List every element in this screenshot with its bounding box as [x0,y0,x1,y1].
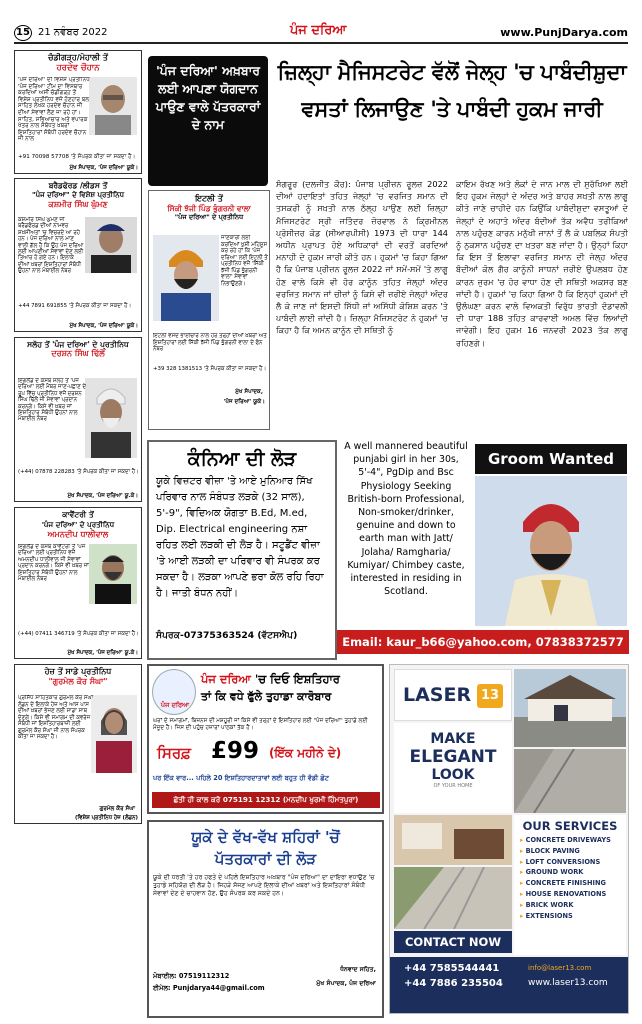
bride-wanted-ad[interactable] [147,440,337,660]
rep-hayes [14,664,142,824]
rep-contact: +91 70098 57708 'ਤੇ ਸੰਪਰਕ ਕੀਤਾ ਜਾ ਸਕਦਾ ਹੈ। [18,154,136,160]
masthead-logo: ਪੰਜ ਦਰਿਆ [290,23,347,38]
laser-service-label: CONCRETE FINISHING [525,879,606,888]
rep-body: ਕਸ਼ਮੀਰ ਸਿੰਘ ਘੁੰਮਣ ਜੀ ਬਰੈਡਫੋਰਡ ਦੀਆਂ ਨਾਮਵਰ ਸ਼ਖ਼ਸੀਅਤਾਂ 'ਚ ਵਿਚਰਦੇ ਆ ਰਹੇ ਹਨ। ਪੰਜ ਦਰਿਆ ਨਾਲ ਮਾਣ ਵਾਲੀ ਗੱਲ ਹੈ ਕਿ ਉਹ ਪੰਜ ਦਰਿਆ ਲਈ ਆਪਣੀਆਂ ਸੇਵਾਵਾਂ ਦੇਣ ਲਈ ਤਿਆਰ ਹੋ ਗਏ ਹਨ। ਇਲਾਕੇ ਦੀਆਂ ਖ਼ਬਰਾਂ ਇਸ਼ਤਿਹਾਰਾਂ ਸੰਬੰਧੀ ਉਹਨਾਂ ਨਾਲ ਮੋਬਾਈਲ ਨੰਬਰ [18,217,84,275]
rep-subtitle: "ਪੰਜ ਦਰਿਆ" ਦੇ ਵਿਸ਼ੇਸ਼ ਪ੍ਰਤੀਨਿਧ [31,191,125,199]
rep-coventry [14,507,142,659]
site-url[interactable]: www.PunjDarya.com [500,26,628,39]
groom-banner: Groom Wanted [475,444,627,474]
rep-body: 'ਪੰਜ ਦਰਿਆ' ਦੀ ਵਿਸ਼ੇਸ਼ ਪ੍ਰਤੀਨਿਧ 'ਪੰਜ ਦਰਿਆ' ਟੀਮ ਦਾ ਵਿਸਥਾਰ ਕਰਦਿਆਂ ਅਸੀਂ ਚੰਡੀਗੜ੍ਹ ਤੋਂ ਵਿਸ਼ੇਸ਼ ਪ੍ਰਤੀਨਿਧ ਵਜੋਂ ਹੋਣਹਾਰ ਬਲ ਸਾਹਿਤ ਲੇਖਕ ਹਰਦੇਵ ਚੌਹਾਨ ਜੀ ਦੀਆਂ ਸੇਵਾਵਾਂ ਲੈਣ ਜਾ ਰਹੇ ਹਾਂ। ਸਾਹਿਤ, ਸਭਿਆਚਾਰ ਅਤੇ ਵਪਾਰਕ ਖੇਤਰ ਨਾਲ ਸੰਬੰਧਤ ਖ਼ਬਰਾਂ ਇਸ਼ਤਿਹਾਰਾਂ ਸੰਬੰਧੀ ਹਰਦੇਵ ਚੌਹਾਨ ਜੀ ਨਾਲ [18,77,90,143]
rep-sign: ਮੁੱਖ ਸੰਪਾਦਕ, 'ਪੰਜ ਦਰਿਆ' ਯੂਕੇ। [69,165,138,171]
check-icon: ▸ [520,911,526,920]
laser-interior-photo [394,815,512,865]
check-icon: ▸ [520,889,526,898]
laser-service-item [520,878,620,889]
journalists-sign2: ਮੁੱਖ ਸੰਪਾਦਕ, ਪੰਜ ਦਰਿਆ [316,980,376,987]
journalists-body: ਯੂਕੇ ਦੀ ਧਰਤੀ 'ਤੇ ਹਰ ਹਫਤੇ ਦੇ ਪਹਿਲੇ ਇਸ਼ਤਿਹਾਰ ਅਖ਼ਬਾਰ "ਪੰਜ ਦਰਿਆ" ਦਾ ਦਾਇਰਾ ਵਧਾਉਣ 'ਚ ਤੁਹਾਡੇ ਸਹਿਯੋਗ ਦੀ ਲੋੜ ਹੈ। ਜਿਹੜੇ ਸੱਜਣ ਆਪਣੇ ਇਲਾਕੇ ਦੀਆਂ ਖ਼ਬਰਾਂ ਅਤੇ ਇਸ਼ਤਿਹਾਰਾਂ ਸੰਬੰਧੀ ਸੇਵਾਵਾਂ ਦੇਣ ਦੇ ਚਾਹਵਾਨ ਹੋਣ, ਉਹ ਸੰਪਰਕ ਕਰ ਸਕਦੇ ਹਨ। [153,874,375,897]
laser-service-label: BRICK WORK [525,900,574,909]
laser-service-label: HOUSE RENOVATIONS [525,889,607,898]
laser-services-title: OUR SERVICES [522,819,618,833]
rep-name: ਕਸ਼ਮੀਰ ਸਿੰਘ ਘੁੰਮਣ [48,200,108,209]
issue-date: 21 ਨਵੰਬਰ 2022 [38,27,108,38]
page-header [14,22,628,44]
laser-service-item [520,889,620,900]
laser-service-label: LOFT CONVERSIONS [525,857,601,866]
rep-photo [153,235,219,321]
rep-name: ਦਰਸ਼ਨ ਸਿੰਘ ਢਿੱਲੋਂ [51,349,105,358]
promo-offer: ਪਰ ਇੱਕ ਵਾਰ... ਪਹਿਲੇ 20 ਇਸ਼ਤਿਹਾਰਦਾਤਾਵਾਂ ਲਈ ਬਹੁਤ ਹੀ ਵੱਡੀ ਛੋਟ [153,774,329,782]
laser-phone2[interactable]: +44 7886 235504 [404,978,503,989]
reporter-names-banner [148,56,268,186]
groom-photo [475,476,627,626]
rep-italy [148,190,270,430]
check-icon: ▸ [520,868,526,877]
page-number: 15 [14,25,32,41]
rep-title: ਸਲੋਹ ਤੋਂ 'ਪੰਜ ਦਰਿਆ' ਦੇ ਪ੍ਰਤੀਨਿਧ [27,340,129,349]
rep-title: ਬਰੈਡਫੋਰਡ /ਲੀਡਸ ਤੋਂ [48,181,108,190]
rep-photo [91,695,137,773]
check-icon: ▸ [520,857,526,866]
journalists-phone[interactable]: ਮੋਬਾਈਲ: 07519112312 [153,972,230,980]
promo-brand: ਪੰਜ ਦਰਿਆ [201,672,251,686]
laser-email[interactable]: info@laser13.com [528,964,592,972]
rep-chandigarh [14,50,142,174]
laser-phone1[interactable]: +44 7585544441 [404,963,500,974]
check-icon: ▸ [520,879,526,888]
laser-service-label: BLOCK PAVING [525,846,580,855]
journalists-sign1: ਧੰਨਵਾਦ ਸਹਿਤ, [340,966,376,973]
laser-hero [394,723,512,813]
laser-website[interactable]: www.laser13.com [528,978,608,988]
rep-body: ਪ੍ਰਸਿੱਧ ਸਾਹਿਤਕਾਰ ਗੁਰਮੇਲ ਕੌਰ ਸੰਘਾ ਲੰਡਨ ਦੇ ਇਲਾਕੇ ਹੇਜ਼ ਅਤੇ ਆਸ ਪਾਸ ਦੀਆਂ ਖ਼ਬਰਾਂ ਭੇਜਣ ਲਈ ਸਾਡਾ ਸਾਥ ਦੇਣਗੇ। ਕਿਸੇ ਵੀ ਸਮਾਗਮ ਦੀ ਕਵਰੇਜ ਸੰਬੰਧੀ ਜਾਂ ਇਸ਼ਤਿਹਾਰਬਾਜ਼ੀ ਲਈ ਗੁਰਮੇਲ ਕੌਰ ਸੰਘਾ ਜੀ ਨਾਲ ਸੰਪਰਕ ਕੀਤਾ ਜਾ ਸਕਦਾ ਹੈ। [18,695,94,740]
check-icon: ▸ [520,836,526,844]
promo-logo [152,669,196,715]
rep-photo [85,378,137,458]
check-icon: ▸ [520,846,526,855]
rep-contact: +44 7891 691855 'ਤੇ ਸੰਪਰਕ ਕੀਤਾ ਜਾ ਸਕਦਾ ਹੈ। [18,303,132,309]
laser-paving-photo [514,749,626,813]
rep-name: ਸਿੱਕੀ ਝੱਜੀ ਪਿੰਡ ਭੁੰਗਰਨੀ ਵਾਲਾ [167,204,251,213]
rep-subtitle: 'ਪੰਜ ਦਰਿਆ' ਦੇ ਪ੍ਰਤੀਨਿਧ [41,520,115,529]
rep-body-full: ਇਟਲੀ ਵਸਦੇ ਭਾਈਚਾਰੇ ਨਾਲ ਹਰ ਤਰ੍ਹਾਂ ਦੀਆਂ ਖ਼ਬਰਾਂ ਅਤੇ ਇਸ਼ਤਿਹਾਰਾਂ ਲਈ ਸਿੱਕੀ ਝੱਜੀ ਪਿੰਡ ਭੁੰਗਰਨੀ ਵਾਲਾ ਦੇ ਫੋਨ ਨੰਬਰ [153,333,267,352]
journalists-wanted-ad[interactable] [147,820,384,1018]
journalists-title-b: ਪੱਤਰਕਾਰਾਂ ਦੀ ਲੋੜ [214,850,317,868]
rep-contact: +39 328 1381513 'ਤੇ ਸੰਪਰਕ ਕੀਤਾ ਜਾ ਸਕਦਾ ਹੈ। [153,366,267,372]
laser-look: LOOK [431,767,475,783]
rep-title: ਇਟਲੀ ਤੋਂ [195,194,223,203]
rep-bradford [14,178,142,332]
rep-body: ਇੰਗਲੈਂਡ ਦੇ ਕਸਬੇ ਕਾਵੈਂਟਰੀ ਤੋਂ 'ਪੰਜ ਦਰਿਆ' ਲਈ ਪ੍ਰਤੀਨਿਧ ਵਜੋਂ ਅਮਨਦੀਪ ਧਾਲੀਵਾਲ ਜੀ ਸੇਵਾਵਾਂ ਪ੍ਰਦਾਨ ਕਰਨਗੇ। ਕਿਸੇ ਵੀ ਖ਼ਬਰ ਜਾਂ ਇਸ਼ਤਿਹਾਰ ਸੰਬੰਧੀ ਉਹਨਾਂ ਨਾਲ ਮੋਬਾਈਲ ਨੰਬਰ [18,544,89,583]
story-headline: ਜ਼ਿਲ੍ਹਾ ਮੈਜਿਸਟਰੇਟ ਵੱਲੋਂ ਜੇਲ੍ਹ 'ਚ ਪਾਬੰਦੀਸ਼ੁਦਾ ਵਸਤਾਂ ਲਿਜਾਉਣ 'ਤੇ ਪਾਬੰਦੀ ਹੁਕਮ ਜਾਰੀ [277,60,627,121]
promo-phone[interactable]: ਛੇਤੀ ਹੀ ਕਾਲ ਕਰੋ 075191 12312 (ਮਨਦੀਪ ਖੁਰਮੀ ਹਿੰਮਤਪੁਰਾ) [152,792,380,808]
promo-logo-text: ਪੰਜ ਦਰਿਆ [160,701,190,709]
rep-name: ਹਰਦੇਵ ਚੌਹਾਨ [56,63,100,73]
advertise-promo-ad[interactable] [147,664,384,814]
laser-logo: LASER [403,684,472,706]
rep-photo [89,544,137,604]
rep-contact: (+44) 07878 228283 'ਤੇ ਸੰਪਰਕ ਕੀਤਾ ਜਾ ਸਕਦਾ ਹੈ। [18,469,139,475]
rep-sign: ਮੁੱਖ ਸੰਪਾਦਕ, 'ਪੰਜ ਦਰਿਆ' ਯੂਕੇ। [69,323,138,329]
rep-title: ਕਾਵੈਂਟਰੀ ਤੋਂ [62,510,94,519]
rep-title: ਹੇਜ਼ ਤੋਂ ਸਾਡੇ ਪ੍ਰਤੀਨਿਧ [44,667,112,676]
rep-name: "ਗੁਰਮੇਲ ਕੌਰ ਸੰਘਾ" [48,677,108,686]
promo-title-line2: ਤਾਂ ਕਿ ਵਧੇ ਫੁੱਲੇ ਤੁਹਾਡਾ ਕਾਰੋਬਾਰ [201,690,332,703]
rep-slough [14,337,142,502]
groom-text: A well mannered beautiful punjabi girl in her 30s, 5'-4", PgDip and Bsc Physiology Seeking British-born Professional, Non-smoker/drinker, genuine and down to earth man with Jatt/ Jolaha/ Ramgharia/ Kumiyar/ Chimbey caste, interested in residing in Scotland. [344,441,468,598]
rep-sign: ਮੁੱਖ ਸੰਪਾਦਕ, 'ਪੰਜ ਦਰਿਆ' ਯੂ.ਕੇ। [67,650,138,656]
journalists-title-a: ਯੂਕੇ ਦੇ ਵੱਖ-ਵੱਖ ਸ਼ਹਿਰਾਂ 'ਚੋਂ [191,828,340,846]
laser13-ad[interactable] [389,664,629,1014]
promo-body: ਘਰਾਂ ਦੇ ਸਮਾਗਮਾਂ, ਬਿਜ਼ਨਸ ਦੀ ਮਸ਼ਹੂਰੀ ਜਾਂ ਕਿਸੇ ਵੀ ਤਰ੍ਹਾਂ ਦੇ ਇਸ਼ਤਿਹਾਰ ਲਈ "ਪੰਜ ਦਰਿਆ" ਤੁਹਾਡੇ ਲਈ ਮੌਜੂਦ ਹੈ। ਜਿਸ ਦੀ ਪਹੁੰਚ ਹਜ਼ਾਰਾਂ ਪਾਠਕਾਂ ਤੱਕ ਹੈ। [153,718,368,731]
groom-wanted-ad[interactable] [343,440,629,658]
laser-elegant: ELEGANT [409,747,497,767]
main-story [276,54,628,434]
rep-sign-role: (ਵਿਸ਼ੇਸ਼ ਪ੍ਰਤੀਨਿਧ ਹੇਜ਼ (ਲੰਡਨ) [74,815,138,821]
promo-only: ਸਿਰਫ਼ [157,744,191,762]
ad-contact[interactable]: ਸੰਪਰਕ-07375363524 (ਵੱਟਸਐਪ) [156,630,298,641]
laser-service-item [520,846,620,857]
ad-body: ਯੂਕੇ ਵਿਜ਼ਟਰ ਵੀਜ਼ਾ 'ਤੇ ਆਏ ਮੁਨਿਆਰ ਸਿੱਖ ਪਰਿਵਾਰ ਨਾਲ ਸੰਬੰਧਤ ਲੜਕੇ (32 ਸਾਲ), 5'-9", ਵਿਦਿਅਕ ਯੋਗਤਾ B.Ed, M.ed, Dip. Electrical engineering ਨਸ਼ਾ ਰਹਿਤ ਲਈ ਲੜਕੀ ਦੀ ਲੋੜ ਹੈ। ਸਟੂਡੈਂਟ ਵੀਜ਼ਾ 'ਤੇ ਆਈ ਲੜਕੀ ਦਾ ਪਰਿਵਾਰ ਵੀ ਸੰਪਰਕ ਕਰ ਸਕਦਾ ਹੈ। ਲੜਕਾ ਆਪਣੇ ਭਰਾ ਕੋਲ ਰਹਿ ਰਿਹਾ ਹੈ। ਜਾਤੀ ਬੰਧਨ ਨਹੀਂ। [156,476,324,599]
rep-contact: (+44) 07411 346719 'ਤੇ ਸੰਪਰਕ ਕੀਤਾ ਜਾ ਸਕਦਾ ਹੈ। [18,631,139,637]
journalists-email[interactable]: ਈਮੇਲ: Punjdarya44@gmail.com [153,984,265,992]
laser-block-photo [394,867,512,929]
rep-body: ਜਾਣਕਾਰੀ ਲਈ ਕਰਦਿਆਂ ਖੁਸ਼ੀ ਮਹਿਸੂਸ ਕਰ ਰਹੇ ਹਾਂ ਕਿ 'ਪੰਜ ਦਰਿਆ' ਲਈ ਇਟਲੀ ਤੋਂ ਪ੍ਰਤੀਨਿਧ ਵਜੋਂ 'ਸਿੱਕੀ ਝੱਜੀ ਪਿੰਡ ਭੁੰਗਰਨੀ ਵਾਲਾ' ਸੇਵਾਵਾਂ ਨਿਭਾਉਣਗੇ। [221,235,268,287]
groom-email[interactable]: Email: kaur_b66@yahoo.com, 07838372577 [337,630,629,654]
laser-make: MAKE [430,731,476,747]
rep-photo [89,77,137,135]
laser-service-item [520,867,620,878]
laser-service-item [520,857,620,868]
laser-service-item [520,911,620,922]
laser-service-label: CONCRETE DRIVEWAYS [525,836,611,844]
laser-logo-num: 13 [477,684,503,708]
story-col2: ਕਾਇਮ ਰੱਖਣ ਅਤੇ ਲੋਕਾਂ ਦੇ ਜਾਨ ਮਾਲ ਦੀ ਸੁਰੱਖਿਆ ਲਈ ਇਹ ਹੁਕਮ ਜੇਲ੍ਹਾਂ ਦੇ ਅੰਦਰ ਅਤੇ ਬਾਹਰ ਸਖ਼ਤੀ ਨਾਲ ਲਾਗੂ ਕੀਤੇ ਜਾਣੇ ਚਾਹੀਦੇ ਹਨ ਕਿਉਂਕਿ ਪਾਬੰਦੀਸ਼ੁਦਾ ਵਸਤੂਆਂ ਦੇ ਜੇਲ੍ਹਾਂ ਦੇ ਅਹਾਤੇ ਅੰਦਰ ਬੰਦੀਆਂ ਤੱਕ ਅਵੈਧ ਤਰੀਕਿਆਂ ਨਾਲ ਪਹੁੰਚਣ ਕਾਰਨ ਮਨੁੱਖੀ ਜਾਨਾਂ ਤੋਂ ਲੈ ਕੇ ਪਬਲਿਕ ਸੰਪਤੀ ਨੂੰ ਨੁਕਸਾਨ ਪਹੁੰਚਣ ਦਾ ਖ਼ਤਰਾ ਬਣ ਜਾਂਦਾ ਹੈ। ਉਨ੍ਹਾਂ ਕਿਹਾ ਕਿ ਇਸ ਤੋਂ ਇਲਾਵਾ ਵਰਜਿਤ ਸਮਾਨ ਦੀ ਜੇਲ੍ਹ ਅੰਦਰ ਬੰਦੀਆਂ ਕੋਲ ਗੈਰ ਕਾਨੂੰਨੀ ਸਾਧਨਾਂ ਜ਼ਰੀਏ ਉਪਲਬਧ ਹੋਣ ਕਾਰਨ ਜੁਰਮ 'ਚ ਹੋਰ ਵਾਧਾ ਹੋਣ ਦੀ ਸਥਿਤੀ ਅਕਸਰ ਬਣ ਜਾਂਦੀ ਹੈ। ਹੁਕਮਾਂ 'ਚ ਕਿਹਾ ਗਿਆ ਹੈ ਕਿ ਇਨ੍ਹਾਂ ਹੁਕਮਾਂ ਦੀ ਉਲੰਘਣਾ ਕਰਨ ਵਾਲੇ ਵਿਅਕਤੀ ਵਿਰੁੱਧ ਭਾਰਤੀ ਦੰਡਾਵਲੀ ਦੀ ਧਾਰਾ 188 ਤਹਿਤ ਕਾਰਵਾਈ ਅਮਲ ਵਿੱਚ ਲਿਆਂਦੀ ਜਾਵੇਗੀ। ਇਹ ਹੁਕਮ 16 ਜਨਵਰੀ 2023 ਤੱਕ ਲਾਗੂ ਰਹਿਣਗੇ। [456,179,628,348]
laser-footer [390,957,629,1014]
rep-subtitle: "ਪੰਜ ਦਰਿਆ" ਦੇ ਪ੍ਰਤੀਨਿਧ [174,213,244,221]
laser-house-photo [514,669,626,747]
story-col1: ਸੰਗਰੂਰ (ਦਲਜੀਤ ਕੌਰ): ਪੰਜਾਬ ਪ੍ਰੀਜ਼ਨ ਰੂਲਜ਼ 2022 ਦੀਆਂ ਹਦਾਇਤਾਂ ਤਹਿਤ ਜੇਲ੍ਹਾਂ 'ਚ ਵਰਜਿਤ ਸਮਾਨ ਦੀ ਤਸਕਰੀ ਨੂੰ ਸਖ਼ਤੀ ਨਾਲ ਠੱਲ੍ਹ ਪਾਉਣ ਲਈ ਜ਼ਿਲ੍ਹਾ ਮੈਜਿਸਟਰੇਟ ਸ੍ਰੀ ਜਤਿੰਦਰ ਜ਼ੋਰਵਾਲ ਨੇ ਕ੍ਰਿਮੀਨਲ ਪ੍ਰੋਸੀਜ਼ਰ ਕੋਡ (ਸੀਆਰਪੀਸੀ) 1973 ਦੀ ਧਾਰਾ 144 ਅਧੀਨ ਪ੍ਰਾਪਤ ਹੋਏ ਅਧਿਕਾਰਾਂ ਦੀ ਵਰਤੋਂ ਕਰਦਿਆਂ ਮਨਾਹੀ ਦੇ ਹੁਕਮ ਜਾਰੀ ਕੀਤੇ ਹਨ। ਹੁਕਮਾਂ 'ਚ ਕਿਹਾ ਗਿਆ ਹੈ ਕਿ ਪੰਜਾਬ ਪ੍ਰੀਜ਼ਨ ਰੂਲਜ਼ 2022 ਜਾਂ ਸਮੇਂ-ਸਮੇਂ 'ਤੇ ਲਾਗੂ ਹੋਣ ਵਾਲੇ ਕਿਸੇ ਵੀ ਹੋਰ ਕਾਨੂੰਨ ਤਹਿਤ ਜੇਲ੍ਹਾਂ ਅੰਦਰ ਵਰਜਿਤ ਸਮਾਨ ਜਾਂ ਚੀਜ਼ਾਂ ਨੂੰ ਕਿਸੇ ਵੀ ਜ਼ਰੀਏ ਜੇਲ੍ਹਾਂ ਅੰਦਰ ਲੈ ਕੇ ਜਾਣ ਜਾਂ ਇਸਦੀ ਸਿੱਧੀ ਜਾਂ ਅਸਿੱਧੀ ਕੋਸ਼ਿਸ਼ ਕਰਨ 'ਤੇ ਪਾਬੰਦੀ ਲਾਈ ਜਾਂਦੀ ਹੈ। ਜ਼ਿਲ੍ਹਾ ਮੈਜਿਸਟਰੇਟ ਨੇ ਹੁਕਮਾਂ 'ਚ ਕਿਹਾ ਹੈ ਕਿ ਅਮਨ ਕਾਨੂੰਨ ਦੀ ਸਥਿਤੀ ਨੂੰ [276,179,448,336]
laser-services-list [514,833,626,923]
laser-contact-button[interactable]: CONTACT NOW [394,931,512,953]
banner-text: 'ਪੰਜ ਦਰਿਆ' ਅਖ਼ਬਾਰ ਲਈ ਆਪਣਾ ਯੋਗਦਾਨ ਪਾਉਣ ਵਾਲੇ ਪੱਤਰਕਾਰਾਂ ਦੇ ਨਾਮ [155,63,261,132]
rep-sign1: ਮੁੱਖ ਸੰਪਾਦਕ, [235,389,263,395]
laser-service-label: GROUND WORK [525,868,584,877]
laser-logo-box [394,669,512,721]
promo-brand-tail: 'ਚ ਦਿਓ ਇਸ਼ਤਿਹਾਰ [254,672,340,686]
rep-photo [85,217,137,273]
rep-sign: ਮੁੱਖ ਸੰਪਾਦਕ, 'ਪੰਜ ਦਰਿਆ' ਯੂ.ਕੇ। [67,493,138,499]
rep-name: ਅਮਨਦੀਪ ਧਾਲੀਵਾਲ [47,530,109,539]
laser-services-panel [514,815,626,955]
promo-title-line1 [201,672,340,687]
promo-price: £99 [211,738,260,764]
laser-service-item [520,900,620,911]
laser-service-item [520,835,620,846]
ad-title: ਕੰਨਿਆ ਦੀ ਲੋੜ [187,448,297,470]
rep-sign-name: ਗੁਰਮੇਲ ਕੌਰ ਸੰਘਾ [99,806,135,812]
laser-tag: OF YOUR HOME [433,783,473,789]
promo-period: (ਇੱਕ ਮਹੀਨੇ ਦੇ) [269,746,342,760]
laser-service-label: EXTENSIONS [525,911,573,920]
rep-sign2: 'ਪੰਜ ਦਰਿਆ' ਯੂਕੇ। [223,399,265,405]
check-icon: ▸ [520,900,526,909]
rep-body: ਇੰਗਲੈਂਡ ਦੇ ਕਸਬੇ ਸਲੋਹ ਤੋਂ 'ਪੰਜ ਦਰਿਆ' ਲਈ ਮੈਂਬਰ ਜਾਣ-ਪਛਾਣ ਦੇ ਰੂਪ ਵਿੱਚ ਪ੍ਰਤੀਨਿਧ ਵਜੋਂ ਦਰਸ਼ਨ ਸਿੰਘ ਢਿੱਲੋਂ ਜੀ ਸੇਵਾਵਾਂ ਪ੍ਰਦਾਨ ਕਰਨਗੇ। ਕਿਸੇ ਵੀ ਖ਼ਬਰ ਜਾਂ ਇਸ਼ਤਿਹਾਰ ਸੰਬੰਧੀ ਉਹਨਾਂ ਨਾਲ ਮੋਬਾਈਲ ਨੰਬਰ [18,378,86,423]
rep-title: ਚੰਡੀਗੜ੍ਹ/ਮੋਹਾਲੀ ਤੋਂ [48,53,108,62]
